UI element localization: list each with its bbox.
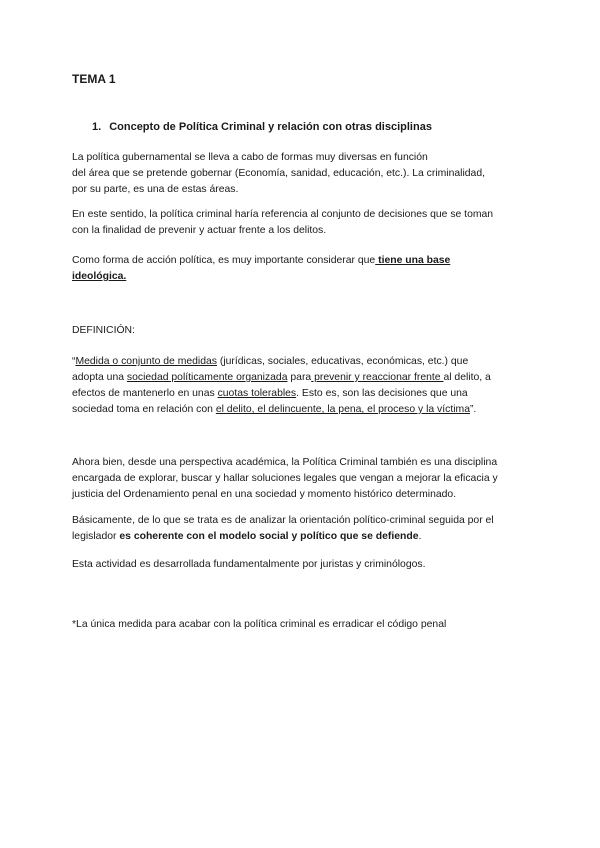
text-run: legislador [72, 531, 120, 542]
paragraph-analysis [72, 513, 532, 545]
paragraph-ideology [72, 253, 532, 285]
emphasis-text: tiene una base [375, 255, 451, 266]
paragraph-line: por su parte, es una de estas áreas. [72, 184, 239, 195]
paragraph-line: del área que se pretende gobernar (Economía, sanidad, educación, etc.). La criminalidad, [72, 168, 485, 179]
paragraph-line: En este sentido, la política criminal haría referencia al conjunto de decisiones que se toman [72, 209, 494, 220]
section-number: 1. [92, 121, 102, 133]
paragraph-line: encargada de explorar, buscar y hallar soluciones legales que vengan a mejorar la eficacia y [72, 473, 498, 484]
paragraph-line [72, 354, 532, 370]
footnote [72, 617, 532, 633]
quote-mark: ”. [469, 404, 477, 415]
paragraph-line [72, 269, 532, 285]
paragraph-line: con la finalidad de prevenir y actuar frente a los delitos. [72, 225, 327, 236]
text-run: Como forma de acción política, es muy importante considerar que [72, 255, 376, 266]
paragraph-line: La política gubernamental se lleva a cabo de formas muy diversas en función [72, 152, 428, 163]
paragraph-line [72, 253, 532, 269]
text-run: . Esto es, son las decisiones que una [296, 388, 468, 399]
text-run: efectos de mantenerlo en unas [72, 388, 218, 399]
underlined-term: el delito, el delincuente, la pena, el proceso y la víctima [215, 404, 470, 415]
definition-text [72, 354, 532, 418]
underlined-term: cuotas tolerables [217, 388, 297, 399]
text-run: para [287, 372, 312, 383]
section-heading-text: Concepto de Política Criminal y relación con otras disciplinas [109, 121, 432, 133]
paragraph-line [72, 386, 532, 402]
text-run: (jurídicas, sociales, educativas, económicas, etc.) que [217, 356, 469, 367]
paragraph-line: *La única medida para acabar con la política criminal es erradicar el código penal [72, 619, 447, 630]
underlined-term: Medida o conjunto de medidas [75, 356, 217, 367]
paragraph-line [72, 529, 532, 545]
paragraph-line: justicia del Ordenamiento penal en una sociedad y momento histórico determinado. [72, 489, 457, 500]
definition-label: DEFINICIÓN: [72, 325, 135, 336]
quote-mark: “ [72, 356, 76, 367]
underlined-term: sociedad políticamente organizada [126, 372, 288, 383]
text-run: . [418, 531, 422, 542]
paragraph-intro [72, 150, 532, 198]
page-title: TEMA 1 [72, 72, 116, 86]
paragraph-academic [72, 455, 532, 503]
paragraph-line [72, 370, 532, 386]
emphasis-text: ideológica. [72, 271, 127, 282]
section-heading [92, 121, 432, 133]
text-run: sociedad toma en relación con [72, 404, 216, 415]
paragraph-line [72, 402, 532, 418]
paragraph-activity [72, 557, 532, 573]
paragraph-line: Ahora bien, desde una perspectiva académica, la Política Criminal también es una disciplina [72, 457, 498, 468]
paragraph-line: Básicamente, de lo que se trata es de analizar la orientación político-criminal seguida por el [72, 515, 494, 526]
bold-text: es coherente con el modelo social y político que se defiende [119, 531, 419, 542]
underlined-term: prevenir y reaccionar frente [311, 372, 444, 383]
text-run: al delito, a [443, 372, 491, 383]
text-run: adopta una [72, 372, 127, 383]
paragraph-line: Esta actividad es desarrollada fundamentalmente por juristas y criminólogos. [72, 559, 426, 570]
paragraph-sense [72, 207, 532, 239]
